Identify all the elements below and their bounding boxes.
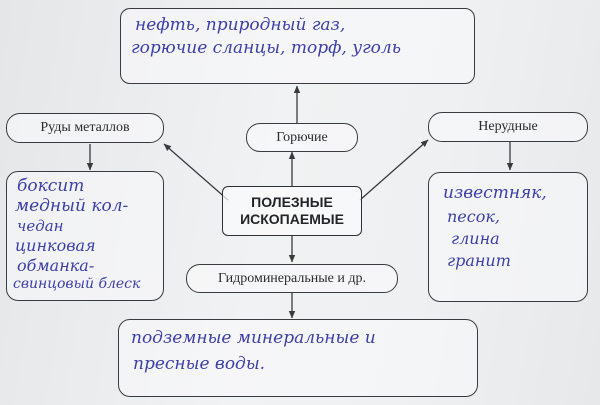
nonmetal-answer-box [428,172,588,302]
ores-answer-line-6: свинцовый блеск [13,276,141,292]
category-nonmetal: Нерудные [428,112,588,142]
nonmetal-answer-line-1: известняк, [443,183,547,203]
ores-answer-line-1: боксит [17,176,85,196]
ores-answer-line-5: обманка- [17,256,95,275]
nonmetal-answer-line-4: гранит [447,251,511,270]
arrow-to-ores [164,144,228,200]
arrow-to-nonmetal [360,140,428,200]
fuel-answer-line-1: нефть, природный газ, [135,15,346,35]
center-title-line-2: ИСКОПАЕМЫЕ [240,211,344,227]
center-node-minerals [222,186,362,236]
nonmetal-answer-line-2: песок, [447,207,501,226]
ores-answer-box [6,171,164,301]
ores-answer-line-4: цинковая [15,236,96,255]
ores-answer-line-3: чедан [17,217,64,235]
center-title-line-1: ПОЛЕЗНЫЕ [251,194,333,210]
hydro-answer-box [118,319,478,397]
category-fuel: Горючие [246,123,358,152]
hydro-answer-line-1: подземные минеральные и [131,328,376,348]
fuel-answer-box [120,8,475,84]
nonmetal-answer-line-3: глина [451,229,500,248]
hydro-answer-line-2: пресные воды. [133,354,266,374]
category-ores: Руды металлов [6,113,164,143]
ores-answer-line-2: медный кол- [15,196,129,216]
category-hydro: Гидроминеральные и др. [186,264,398,293]
fuel-answer-line-2: горючие сланцы, торф, уголь [131,38,401,58]
